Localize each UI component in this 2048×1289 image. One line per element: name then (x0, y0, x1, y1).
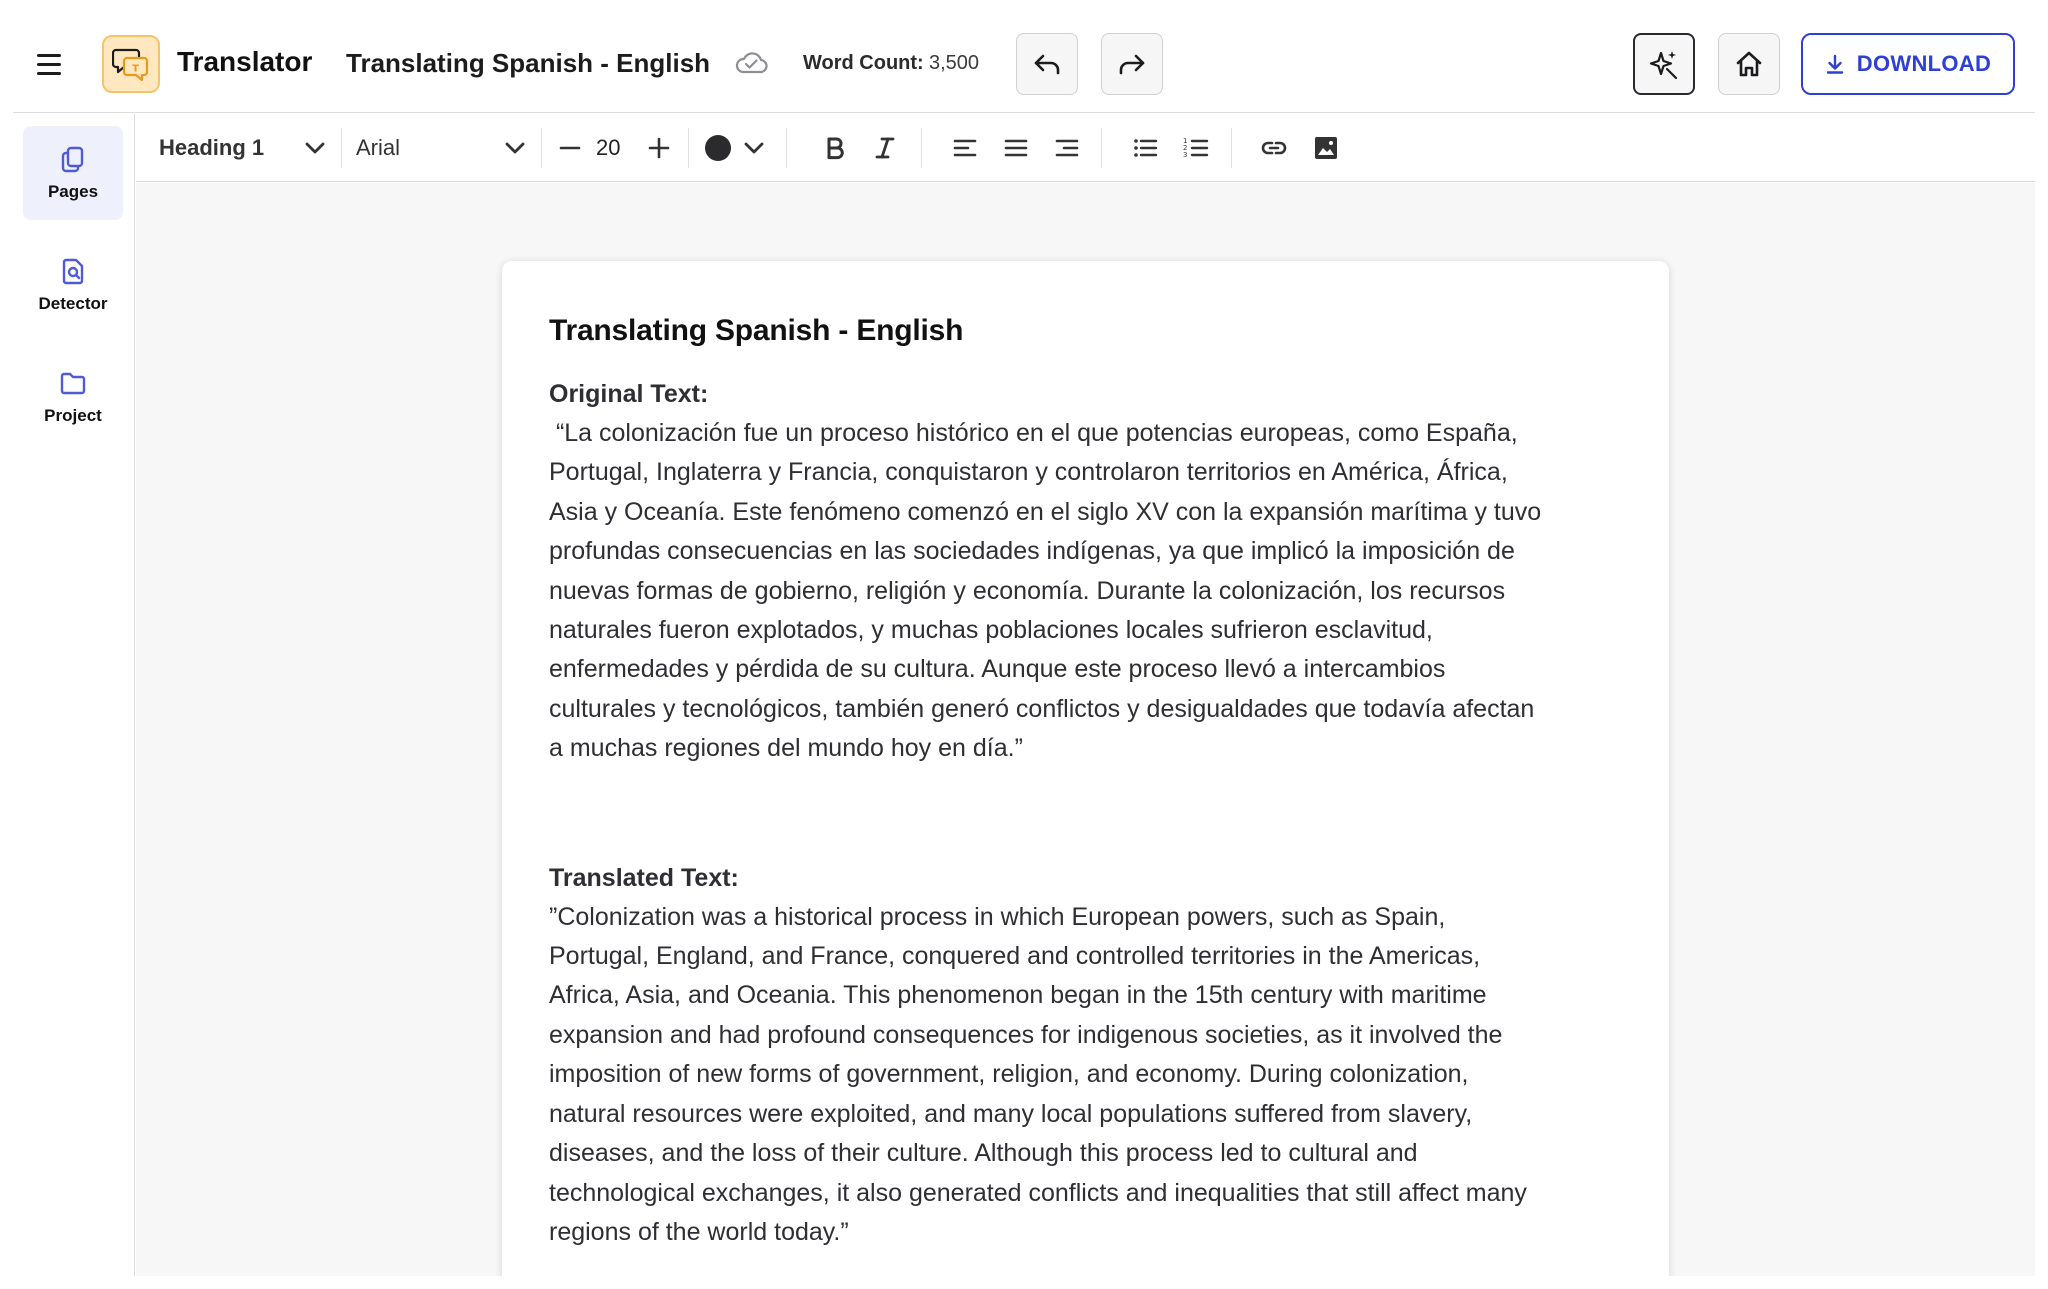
svg-text:T: T (132, 63, 139, 75)
app-logo-icon (102, 35, 160, 93)
detector-icon (58, 256, 88, 286)
sidebar (13, 114, 135, 1276)
align-center-icon[interactable] (1002, 134, 1030, 162)
bold-icon[interactable] (821, 134, 849, 162)
original-text-label[interactable]: Original Text: (549, 380, 709, 408)
editor-canvas (136, 183, 2035, 1276)
numbered-list-icon[interactable] (1182, 134, 1210, 162)
align-right-icon[interactable] (1053, 134, 1081, 162)
toolbar-divider (688, 128, 689, 168)
cloud-sync-icon (733, 49, 769, 77)
italic-icon[interactable] (871, 134, 899, 162)
toolbar-divider (1231, 128, 1232, 168)
sidebar-item-project[interactable] (23, 350, 123, 444)
minus-icon[interactable] (556, 134, 584, 162)
toolbar-divider (921, 128, 922, 168)
ai-sparkle-button[interactable] (1633, 33, 1695, 95)
toolbar-divider (1101, 128, 1102, 168)
word-count-label: Word Count: (803, 52, 924, 74)
toolbar-divider (541, 128, 542, 168)
image-icon[interactable] (1312, 134, 1340, 162)
download-icon (1825, 53, 1845, 75)
undo-icon (1031, 48, 1063, 80)
home-icon (1733, 48, 1765, 80)
format-toolbar (136, 114, 2035, 182)
sidebar-item-detector[interactable] (23, 238, 123, 332)
align-left-icon[interactable] (951, 134, 979, 162)
translated-text-paragraph[interactable]: ”Colonization was a historical process in which European powers, such as Spain, Portugal, England, and France, conquered and controlled territories in the Americas, Africa, Asia, and Oceania. This phenomenon began in the 15th century with maritime expansion and had profound consequences for indigenous societies, as it involved the imposition of new forms of government, religion, and economy. During colonization, natural resources were exploited, and many local populations suffered from slavery, diseases, and the loss of their culture. Although this process led to cultural and technological exchanges, it also generated conflicts and inequalities that still affect many regions of the world today.” (549, 902, 1527, 1246)
text-color-swatch[interactable] (704, 134, 732, 162)
svg-text:2: 2 (1183, 144, 1188, 152)
bullet-list-icon[interactable] (1131, 134, 1159, 162)
chevron-down-icon[interactable] (501, 134, 529, 162)
plus-icon[interactable] (645, 134, 673, 162)
document-title[interactable]: Translating Spanish - English (346, 48, 711, 78)
redo-icon (1116, 48, 1148, 80)
pages-icon (58, 144, 88, 174)
font-size-value[interactable]: 20 (596, 135, 621, 160)
sparkle-icon (1647, 47, 1681, 81)
translated-text-label[interactable]: Translated Text: (549, 863, 739, 892)
toolbar-divider (786, 128, 787, 168)
chevron-down-icon[interactable] (740, 134, 768, 162)
sidebar-item-label: Project (44, 406, 102, 425)
document-heading[interactable]: Translating Spanish - English (549, 314, 964, 347)
top-bar (13, 13, 2035, 113)
original-text-paragraph[interactable]: “La colonización fue un proceso histórico en el que potencias europeas, como España, Portugal, Inglaterra y Francia, conquistaron y controlaron territorios en América, África, Asia y Oceanía. Este fenómeno comenzó en el siglo XV con la expansión marítima y tuvo profundas consecuencias en las sociedades indígenas, ya que implicó la imposición de nuevas formas de gobierno, religión y economía. Durante la colonización, los recursos naturales fueron explotados, y muchas poblaciones locales sufrieron esclavitud, enfermedades y pérdida de su cultura. Aunque este proceso llevó a intercambios culturales y tecnológicos, también generó conflictos y desigualdades que todavía afectan a muchas regiones del mundo hoy en día.” (549, 419, 1542, 763)
sidebar-item-label: Pages (47, 182, 99, 201)
download-label: DOWNLOAD (1856, 51, 1992, 76)
word-count-value: 3,500 (929, 52, 980, 74)
undo-button[interactable] (1016, 33, 1078, 95)
folder-icon (58, 368, 88, 398)
app-window (13, 13, 2035, 1276)
chevron-down-icon[interactable] (301, 134, 329, 162)
sidebar-item-label: Detector (38, 294, 108, 313)
download-button[interactable] (1801, 33, 2015, 95)
svg-text:1: 1 (1183, 137, 1188, 145)
svg-text:3: 3 (1183, 151, 1188, 159)
hamburger-menu-icon[interactable] (37, 49, 67, 79)
home-button[interactable] (1718, 33, 1780, 95)
toolbar-divider (341, 128, 342, 168)
redo-button[interactable] (1101, 33, 1163, 95)
text-style-select[interactable]: Heading 1 (159, 135, 265, 160)
app-title: Translator (177, 46, 313, 77)
document-page[interactable] (502, 261, 1669, 1276)
sidebar-item-pages[interactable] (23, 126, 123, 220)
link-icon[interactable] (1260, 134, 1288, 162)
font-family-select[interactable]: Arial (356, 135, 401, 160)
